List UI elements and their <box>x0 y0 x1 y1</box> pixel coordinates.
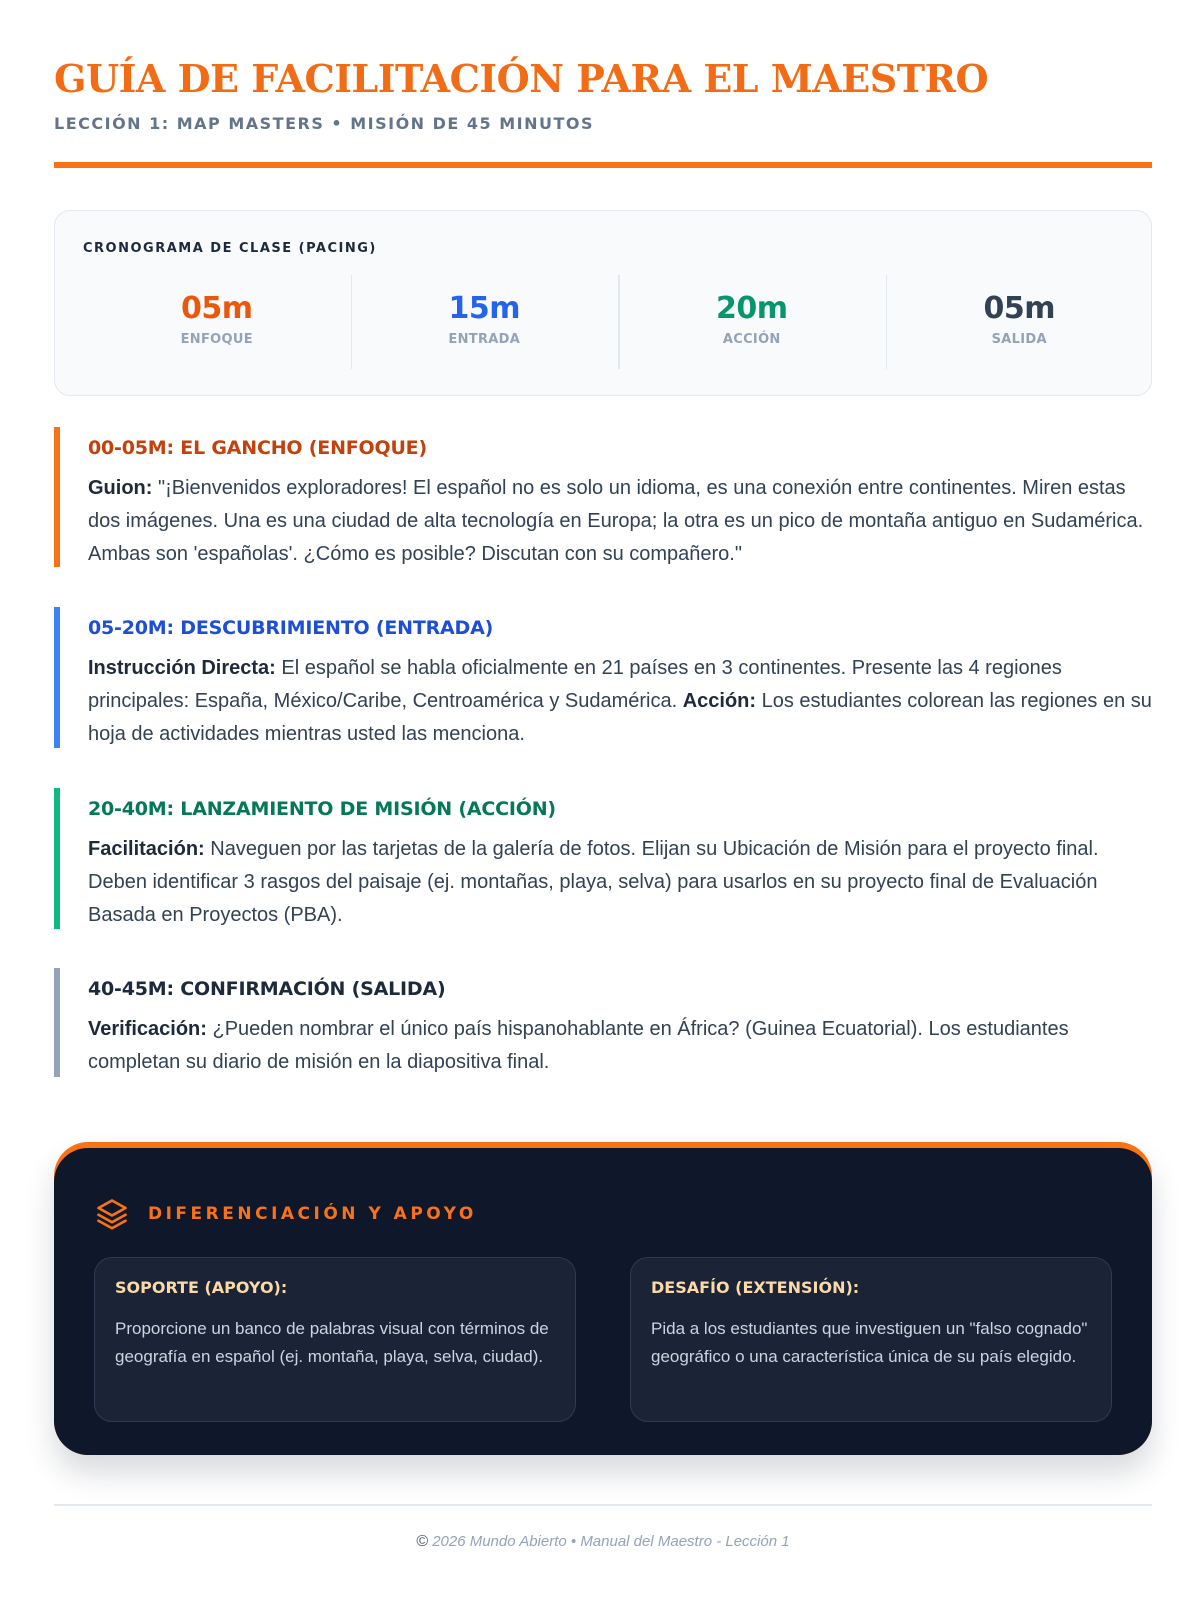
pacing-value: 05m <box>983 291 1055 326</box>
challenge-card-title: DESAFÍO (EXTENSIÓN): <box>651 1278 860 1297</box>
section-accent-bar <box>54 788 60 929</box>
differentiation-title: DIFERENCIACIÓN Y APOYO <box>148 1204 477 1224</box>
section-discovery <box>54 607 1152 748</box>
footer <box>54 1533 1152 1551</box>
challenge-card-body: Pida a los estudiantes que investiguen un "falso cognado" geográfico o una característica única de su país elegido. <box>651 1319 1088 1366</box>
section-lead-secondary: Acción: <box>682 690 757 712</box>
footer-text: 2026 Mundo Abierto • Manual del Maestro - Lección 1 <box>432 1533 790 1550</box>
pacing-card <box>54 210 1152 396</box>
section-accent-bar <box>54 427 60 567</box>
page-title: GUÍA DE FACILITACIÓN PARA EL MAESTRO <box>54 56 989 101</box>
section-lead: Facilitación: <box>88 838 205 860</box>
section-text: Naveguen por las tarjetas de la galería de fotos. Elijan su Ubicación de Misión para el proyecto final. Deben identificar 3 rasgos del paisaje (ej. montañas, playa, selva) para usarlos en su proyecto final de Evaluación Basada en Proyectos (PBA). <box>88 838 1099 926</box>
page-subtitle: LECCIÓN 1: MAP MASTERS • MISIÓN DE 45 MINUTOS <box>54 114 595 133</box>
pacing-name: ENFOQUE <box>180 332 253 347</box>
section-text: ¿Pueden nombrar el único país hispanohablante en África? (Guinea Ecuatorial). Los estudiantes completan su diario de misión en la diapositiva final. <box>88 1018 1069 1073</box>
support-card-body: Proporcione un banco de palabras visual con términos de geografía en español (ej. montaña, playa, selva, ciudad). <box>115 1319 549 1366</box>
pacing-label: CRONOGRAMA DE CLASE (PACING) <box>83 241 377 256</box>
pacing-name: ENTRADA <box>448 332 521 347</box>
section-text: El español se habla oficialmente en 21 países en 3 continentes. Presente las 4 regiones principales: España, México/Caribe, Centroamérica y Sudamérica. <box>88 657 1062 712</box>
differentiation-panel <box>54 1148 1152 1455</box>
section-accent-bar <box>54 968 60 1077</box>
copyright-symbol: © <box>416 1533 429 1550</box>
section-confirmation <box>54 968 1152 1077</box>
section-heading: 05-20M: DESCUBRIMIENTO (ENTRADA) <box>88 617 494 639</box>
section-accent-bar <box>54 607 60 748</box>
differentiation-header <box>94 1196 477 1232</box>
pacing-value: 20m <box>715 291 788 326</box>
section-body <box>88 833 1152 932</box>
pacing-value: 05m <box>180 291 253 326</box>
challenge-card <box>630 1257 1112 1422</box>
pacing-columns <box>83 275 1153 369</box>
pacing-value: 15m <box>448 291 520 326</box>
section-lead: Instrucción Directa: <box>88 657 276 679</box>
pacing-name: SALIDA <box>991 332 1047 347</box>
title-divider <box>54 162 1152 168</box>
section-body <box>88 652 1152 751</box>
section-text-secondary: Los estudiantes colorean las regiones en su hoja de actividades mientras usted las menciona. <box>88 690 1152 745</box>
pacing-item-entrada <box>351 275 619 369</box>
support-card <box>94 1257 576 1422</box>
section-heading: 20-40M: LANZAMIENTO DE MISIÓN (ACCIÓN) <box>88 798 556 820</box>
section-mission-launch <box>54 788 1152 929</box>
layers-icon <box>94 1196 130 1232</box>
section-heading: 00-05M: EL GANCHO (ENFOQUE) <box>88 437 427 459</box>
section-lead: Verificación: <box>88 1018 207 1040</box>
pacing-item-enfoque <box>83 275 351 369</box>
pacing-name: ACCIÓN <box>722 332 781 347</box>
section-text: "¡Bienvenidos exploradores! El español no es solo un idioma, es una conexión entre continentes. Miren estas dos imágenes. Una es una ciudad de alta tecnología en Europa; la otra es un pico de montaña antiguo en Sudamérica. Ambas son 'españolas'. ¿Cómo es posible? Discutan con su compañero." <box>88 477 1144 565</box>
section-lead: Guion: <box>88 477 153 499</box>
differentiation-panel-wrapper <box>54 1142 1152 1455</box>
footer-divider <box>54 1504 1152 1506</box>
pacing-item-accion <box>618 275 886 369</box>
section-hook <box>54 427 1152 567</box>
pacing-item-salida <box>886 275 1154 369</box>
section-heading: 40-45M: CONFIRMACIÓN (SALIDA) <box>88 978 446 1000</box>
support-card-title: SOPORTE (APOYO): <box>115 1278 288 1297</box>
section-body <box>88 472 1152 571</box>
section-body <box>88 1013 1152 1079</box>
